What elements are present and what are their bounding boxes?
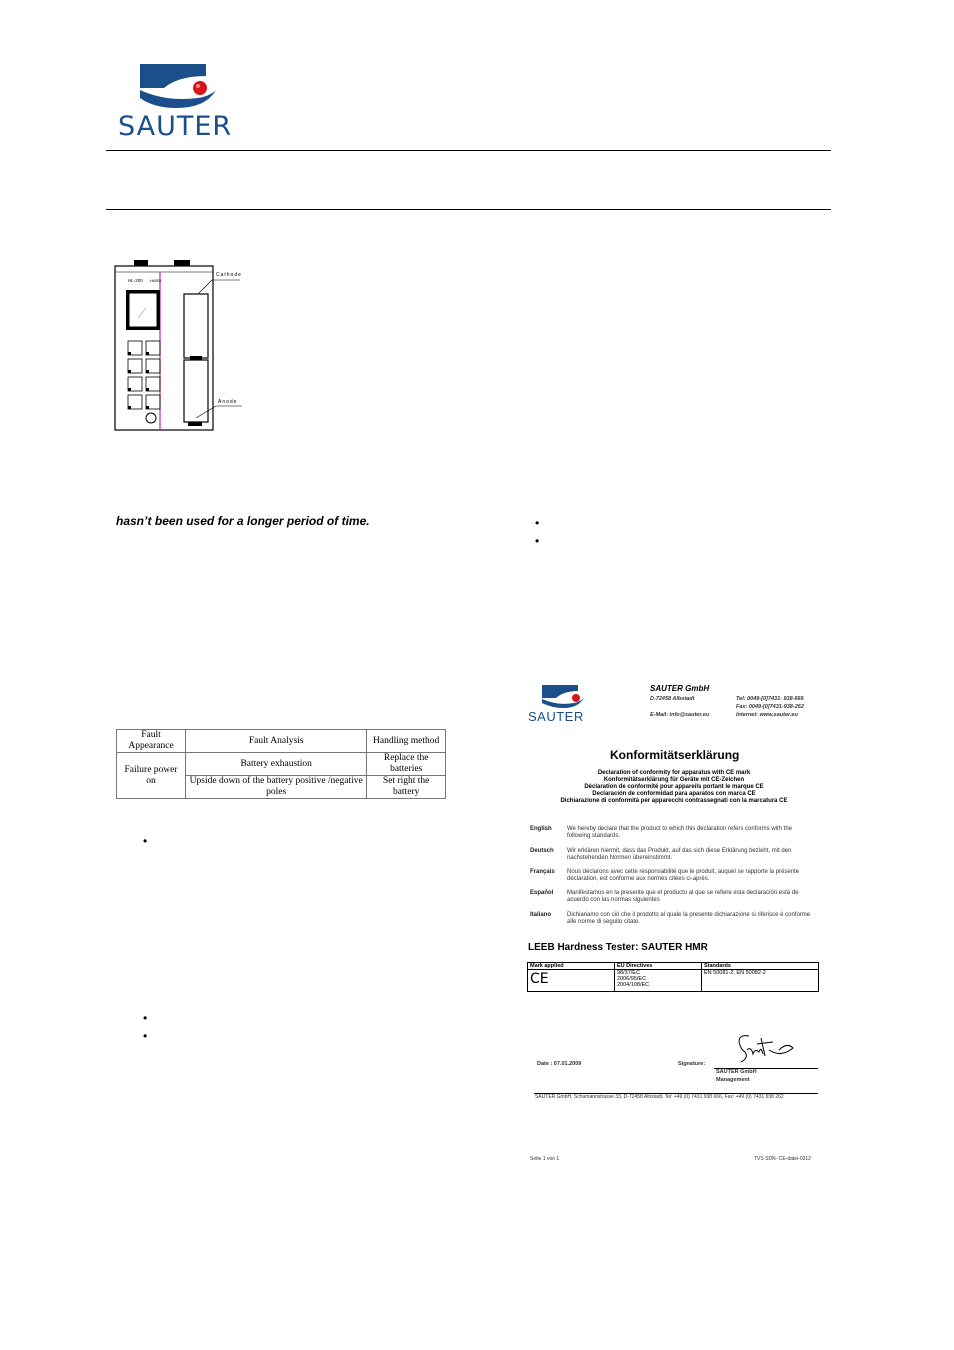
bullet-marker: •: [535, 534, 540, 548]
lang-text: Manifestamos en la presente que el producto al que se refiere esta declaración está de acuerdo con las normas siguientes: [567, 890, 799, 903]
header-handling-method: Handling method: [367, 730, 446, 753]
header-fault-analysis: Fault Analysis: [186, 730, 367, 753]
declaration-of-conformity: [524, 676, 824, 1166]
cert-title: Konformitätserklärung: [610, 748, 740, 762]
cathode-label: Cathode: [216, 272, 242, 278]
anode-label: Anode: [218, 399, 238, 405]
lang-text: We hereby declare that the product to which this declaration refers conforms with the following standards.: [567, 826, 793, 839]
cert-signatory-role: Management: [716, 1077, 750, 1083]
cert-subtitles: [524, 770, 824, 805]
lang-name: Italiano: [530, 912, 552, 918]
header-rule-bottom: [106, 209, 831, 210]
device-outline-icon: [112, 258, 252, 438]
header-standards: Standards: [702, 963, 819, 970]
header-fault-appearance: Fault Appearance: [117, 730, 186, 753]
cert-fax: Fax: 0049-[0]7431-938-262: [736, 704, 804, 710]
model-label: HL-200: [128, 278, 143, 283]
table-row: [528, 970, 819, 992]
handling-method-cell: Set right the battery: [367, 776, 446, 799]
cert-subtitle: Déclaration de conformité pour appareils portant le marque CE: [584, 784, 764, 790]
fault-analysis-cell: Battery exhaustion: [186, 753, 367, 776]
ce-table: [527, 962, 819, 992]
cert-signatory-company: SAUTER GmbH: [716, 1069, 757, 1075]
bullet-marker: •: [143, 834, 148, 848]
fault-table: [116, 729, 446, 799]
bullet-marker: •: [535, 516, 540, 530]
header-mark-applied: Mark applied: [528, 963, 615, 970]
cert-internet: Internet: www.sauter.eu: [736, 712, 798, 718]
cert-page-label: Seite 1 von 1: [530, 1156, 560, 1162]
header-rule-top: [106, 150, 831, 151]
lang-name: Español: [530, 890, 554, 896]
fault-appearance-cell: Failure power on: [117, 753, 186, 799]
lang-text: Dichiariamo con ciò che il prodotto al quale la presente dichiarazione si riferisce è conforme alle norme di seguito citate.: [567, 912, 811, 925]
cert-date: Date : 07.01.2009: [537, 1061, 582, 1067]
lang-text: Nous déclarons avec cette responsabilité que le produit, auquel se rapporte la présente déclaration, est conforme aux normes citées ci-après.: [567, 869, 800, 882]
lang-text: Wir erklären hiermit, dass das Produkt, auf das sich diese Erklärung bezieht, mit den nachstehenden Normen übereinstimmt.: [567, 848, 792, 861]
cert-logo-text: SAUTER: [528, 709, 584, 724]
cert-tel: Tel: 0049-[0]7431- 938-666: [736, 696, 804, 702]
bullet-marker: •: [143, 1011, 148, 1025]
logo-swoosh-icon: [118, 62, 248, 112]
ce-mark-cell: [528, 970, 615, 992]
bullet-marker: •: [143, 1029, 148, 1043]
header-eu-directives: EU Directives: [615, 963, 702, 970]
battery-note: hasn’t been used for a longer period of time.: [116, 514, 370, 528]
cert-footer-address: SAUTER GmbH, Schumannstrasse 33, D-72458 Albstadt, Tel: +49 (0) 7431 938 666, Fax: +49 (0) 7431 938 262: [535, 1094, 784, 1100]
brand-name: SAUTER: [118, 111, 233, 142]
directive-item: 2006/95/EC: [617, 976, 647, 982]
directives-cell: [615, 970, 702, 992]
cert-subtitle: Declaración de conformidad para aparatos con marca CE: [592, 791, 756, 797]
cert-signature-label: Signature:: [678, 1061, 706, 1067]
directive-item: 2004/108/EC: [617, 982, 650, 988]
standards-cell: EN 50081-2, EN 50082-2: [702, 970, 819, 992]
cert-address: D-72458 Albstadt: [650, 696, 695, 702]
lang-name: Français: [530, 869, 555, 875]
table-header-row: [117, 730, 446, 753]
cert-doc-code: TVS SDN- CE-datei-0312: [754, 1156, 811, 1162]
ce-mark-icon: CE: [530, 971, 549, 987]
table-header-row: [528, 963, 819, 970]
cert-subtitle: Dichiarazione di conformità per apparecchi contrassegnati con la marcatura CE: [560, 798, 788, 804]
battery-diagram: [112, 258, 252, 438]
fault-analysis-cell: Upside down of the battery positive /negative poles: [186, 776, 367, 799]
signature-icon: [729, 1028, 809, 1064]
table-row: [117, 753, 446, 776]
device-text-label: HARD: [150, 278, 162, 283]
cert-subtitle: Konformitätserklärung für Geräte mit CE-Zeichen: [603, 777, 745, 783]
cert-subtitle: Declaration of conformity for apparatus with CE mark: [597, 770, 751, 776]
handling-method-cell: Replace the batteries: [367, 753, 446, 776]
lang-name: English: [530, 826, 552, 832]
directive-item: 98/37/EC: [617, 970, 640, 976]
cert-company: SAUTER GmbH: [650, 684, 710, 693]
cert-product: LEEB Hardness Tester: SAUTER HMR: [528, 942, 708, 953]
lang-name: Deutsch: [530, 848, 554, 854]
cert-email: E-Mail: info@sauter.eu: [650, 712, 710, 718]
